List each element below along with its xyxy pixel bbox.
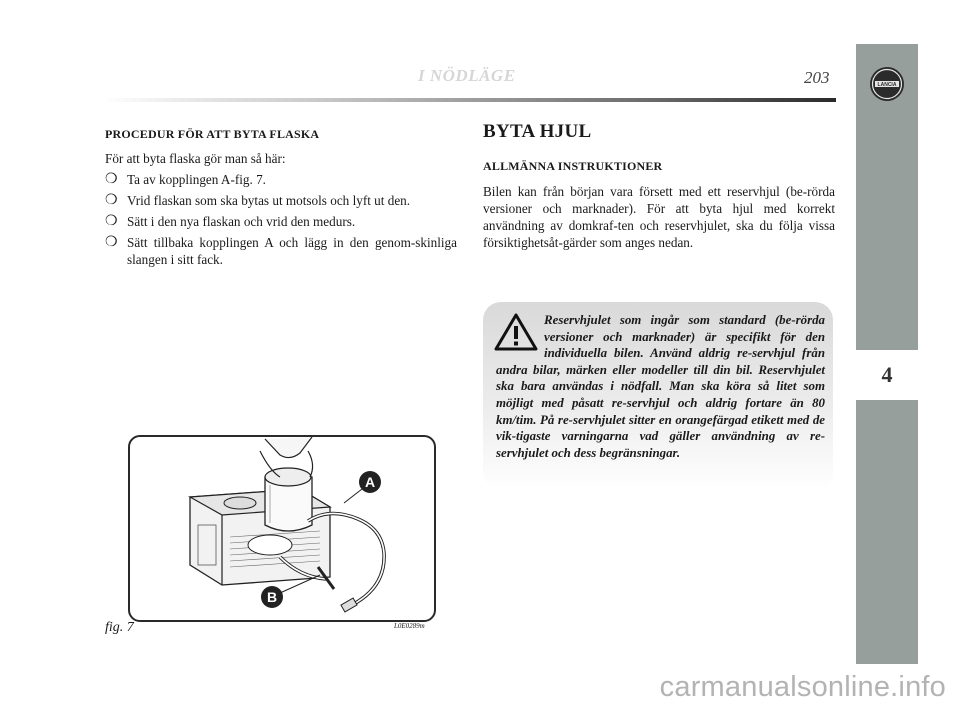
figure-label: fig. 7 [105,620,134,635]
callout-a-label: A [364,474,376,490]
warning-text-block [496,312,825,461]
compressor-illustration [130,437,434,620]
figure-7 [128,435,436,622]
logo-text: LANCIA [877,82,897,89]
procedure-intro: För att byta flaska gör man så här: [105,151,286,166]
bullet-icon: ❍ [105,172,118,187]
chapter-title: I NÖDLÄGE [418,66,516,85]
warning-text: Reservhjulet som ingår som standard (be-rörda versioner och marknader) är specifikt för den individuella bilen. Använd aldrig re-servhjul från andra bilar, märken eller modeller till din bil. Reservhjulet ska bara användas i nödfall. Man ska köra så litet som möjligt med påsatt re-servhjul och aldrig fortare än 80 km/tim. På re-servhjulet sitter en orangefärgad etikett med de vik-tigaste varningarna vad gäller användning av re-servhjulet och dess begränsningar. [496,313,825,460]
general-instructions-heading: ALLMÄNNA INSTRUKTIONER [483,159,663,173]
page-number: 203 [804,68,830,87]
list-item: ❍ Sätt tillbaka kopplingen A och lägg in den genom-skinliga slangen i sitt fack. [105,235,457,267]
left-column [105,126,457,272]
general-instructions-text: Bilen kan från början vara försett med ett reservhjul (be-rörda versioner och marknader). För att byta hjul med korrekt användning av domkraf-ten och reservhjulet, ska du följa vissa försiktighetsåt-gärder som anges nedan. [483,184,835,250]
bullet-icon: ❍ [105,235,118,250]
procedure-list [105,171,457,268]
watermark[interactable]: carmanualsonline.info [659,671,946,703]
right-column [483,123,835,251]
warning-triangle-icon [494,312,538,352]
list-item: ❍ Vrid flaskan som ska bytas ut motsols och lyft ut den. [105,193,411,208]
list-item: ❍ Ta av kopplingen A-fig. 7. [105,172,266,187]
callout-b-label: B [266,589,278,605]
section-title: BYTA HJUL [483,121,592,142]
chapter-tab[interactable] [856,350,918,400]
figure-code: L0E0289m [394,622,425,630]
chapter-tab-number: 4 [881,362,893,387]
bullet-icon: ❍ [105,214,118,229]
bullet-icon: ❍ [105,193,118,208]
header-rule [100,98,836,102]
procedure-heading: PROCEDUR FÖR ATT BYTA FLASKA [105,127,320,141]
list-item: ❍ Sätt i den nya flaskan och vrid den medurs. [105,214,356,229]
lancia-logo [869,66,905,102]
